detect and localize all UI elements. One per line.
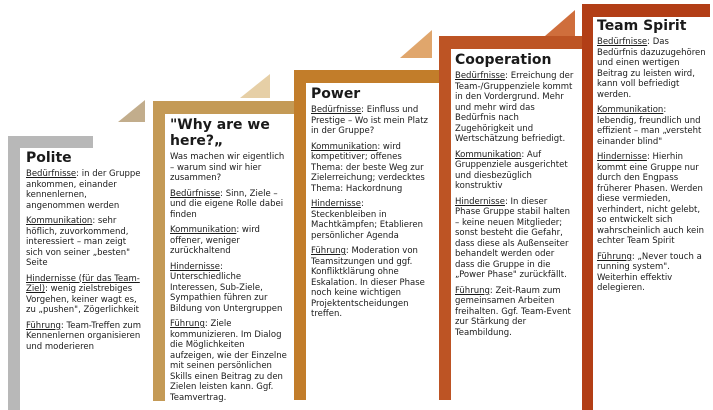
phase-team-spirit bbox=[597, 18, 707, 299]
communication-label: Kommunikation bbox=[597, 105, 664, 115]
communication-block bbox=[26, 216, 142, 269]
obstacles-label: Hindernisse bbox=[170, 261, 220, 272]
step-bar-power bbox=[294, 70, 439, 83]
communication-text: : Auf Gruppenziele ausgerichtet und diesbezüglich konstruktiv bbox=[455, 149, 568, 191]
obstacles-text: : Hierhin kommt eine Gruppe nur durch den Engpass früherer Phasen. Werden diese vermieden, verhindert, nicht gelebt, so entwickelt sich wahrscheinlich auch kein echter Team Spirit bbox=[597, 152, 704, 246]
step-bar-why bbox=[153, 101, 298, 114]
communication-block bbox=[170, 225, 288, 257]
leadership-block bbox=[311, 246, 429, 320]
needs-text: : Das Bedürfnis dazuzugehören und einen wertigen Beitrag zu leisten wird, kann voll befriedigt werden. bbox=[597, 37, 706, 100]
communication-label: Kommunikation bbox=[311, 141, 378, 152]
needs-label: Bedürfnisse bbox=[597, 37, 648, 47]
phase-title: "Why are we here?„ bbox=[170, 117, 270, 149]
phase-power bbox=[311, 86, 429, 325]
communication-label: Kommunikation bbox=[26, 216, 93, 226]
communication-block bbox=[311, 142, 429, 195]
communication-text: : sehr höflich, zuvorkommend, interessiert – man zeigt sich von seiner „besten" Seite bbox=[26, 216, 131, 268]
riser-4 bbox=[545, 10, 575, 36]
obstacles-text: : In dieser Phase Gruppe stabil halten – keine neuen Mitglieder; sonst besteht die Gefahr, dass diese als Außenseiter behandelt werden oder dass die Gruppe in die „Power Phase" zurückfällt. bbox=[455, 196, 570, 280]
step-post-why bbox=[153, 101, 165, 401]
step-post-team-spirit bbox=[582, 4, 593, 410]
riser-1 bbox=[118, 100, 145, 122]
phase-title: Team Spirit bbox=[597, 18, 687, 34]
phase-title: Power bbox=[311, 86, 361, 102]
step-bar-team-spirit bbox=[582, 4, 710, 17]
phase-cooperation bbox=[455, 52, 575, 343]
step-post-cooperation bbox=[439, 36, 451, 400]
needs-label: Bedürfnisse bbox=[455, 71, 506, 81]
step-bar-cooperation bbox=[439, 36, 587, 49]
communication-label: Kommunikation bbox=[455, 149, 522, 160]
communication-text: : wird kompetitiver; offenes Thema: der beste Weg zur Zielerreichung; verdecktes Thema: Hackordnung bbox=[311, 141, 425, 194]
leadership-label: Führung bbox=[170, 319, 205, 329]
phase-polite bbox=[26, 150, 142, 357]
obstacles-block bbox=[26, 274, 142, 316]
needs-block bbox=[311, 105, 429, 137]
communication-text: : wird offener, weniger zurückhaltend bbox=[170, 225, 260, 256]
communication-label: Kommunikation bbox=[170, 225, 237, 235]
leadership-block bbox=[597, 252, 707, 294]
needs-block bbox=[455, 71, 575, 145]
obstacles-block bbox=[311, 199, 429, 241]
obstacles-label: Hindernisse bbox=[597, 152, 647, 162]
obstacles-block bbox=[597, 152, 707, 247]
needs-text: : Einfluss und Prestige – Wo ist mein Platz in der Gruppe? bbox=[311, 105, 428, 136]
communication-text: : lebendig, freundlich und effizient – man „versteht einander blind" bbox=[597, 105, 702, 147]
leadership-block bbox=[26, 321, 142, 353]
step-post-power bbox=[294, 70, 306, 400]
needs-block bbox=[26, 169, 142, 211]
obstacles-block bbox=[455, 197, 575, 281]
needs-text: : Erreichung der Team-/Gruppenziele kommt in den Vordergrund. Mehr und mehr wird das Bedürfnis nach Zugehörigkeit und Wertschätzung befriedigt. bbox=[455, 71, 574, 144]
step-bar-polite bbox=[8, 136, 93, 148]
communication-block bbox=[597, 105, 707, 147]
leadership-block bbox=[455, 286, 575, 339]
step-post-polite bbox=[8, 136, 20, 410]
obstacles-label: Hindernisse bbox=[455, 196, 505, 207]
leadership-text: : Team-Treffen zum Kennenlernen organisieren und moderieren bbox=[26, 320, 141, 352]
obstacles-block bbox=[170, 262, 288, 315]
obstacles-text: : Unterschiedliche Interessen, Sub-Ziele, Sympathien führen zur Bildung von Untergruppen bbox=[170, 261, 283, 314]
needs-block bbox=[170, 189, 288, 221]
leadership-block bbox=[170, 319, 288, 403]
leadership-text: : „Never touch a running system". Weiterhin effektiv delegieren. bbox=[597, 251, 702, 293]
needs-label: Bedürfnisse bbox=[26, 169, 77, 179]
phase-why-are-we-here bbox=[170, 117, 288, 408]
needs-block bbox=[597, 37, 707, 100]
leadership-text: : Ziele kommunizieren. Im Dialog die Möglichkeiten aufzeigen, wie der Einzelne mit seinen persönlichen Skills einen Beitrag zu den Zielen leisten kann. Ggf. Teamvertrag. bbox=[170, 319, 287, 403]
obstacles-label: Hindernisse bbox=[311, 199, 361, 209]
needs-label: Bedürfnisse bbox=[170, 188, 221, 199]
needs-text: : Sinn, Ziele – und die eigene Rolle dabei finden bbox=[170, 188, 284, 220]
phase-title: Polite bbox=[26, 150, 72, 166]
obstacles-text: : wenig zielstrebiges Vorgehen, keiner wagt es, zu „pushen", Zögerlichkeit bbox=[26, 284, 139, 315]
riser-3 bbox=[400, 30, 432, 58]
leadership-text: : Moderation von Teamsitzungen und ggf. Konfliktklärung ohne Eskalation. In dieser Phase noch keine wichtigen Projektentscheidungen treffen. bbox=[311, 246, 425, 319]
leadership-label: Führung bbox=[597, 251, 632, 262]
phase-subtitle: Was machen wir eigentlich – warum sind wir hier zusammen? bbox=[170, 152, 285, 183]
communication-block bbox=[455, 150, 575, 192]
leadership-label: Führung bbox=[455, 285, 490, 296]
leadership-label: Führung bbox=[311, 246, 346, 256]
needs-label: Bedürfnisse bbox=[311, 105, 362, 115]
leadership-text: : Zeit-Raum zum gemeinsamen Arbeiten freihalten. Ggf. Team-Event zur Stärkung der Teambildung. bbox=[455, 285, 571, 338]
obstacles-label: Hindernisse (für das Team-Ziel) bbox=[26, 273, 140, 294]
riser-2 bbox=[240, 74, 270, 98]
needs-text: : in der Gruppe ankommen, einander kennenlernen, angenommen werden bbox=[26, 169, 141, 211]
obstacles-text: : Steckenbleiben in Machtkämpfen; Etablieren persönlicher Agenda bbox=[311, 199, 423, 241]
phase-title: Cooperation bbox=[455, 52, 552, 68]
leadership-label: Führung bbox=[26, 320, 61, 331]
